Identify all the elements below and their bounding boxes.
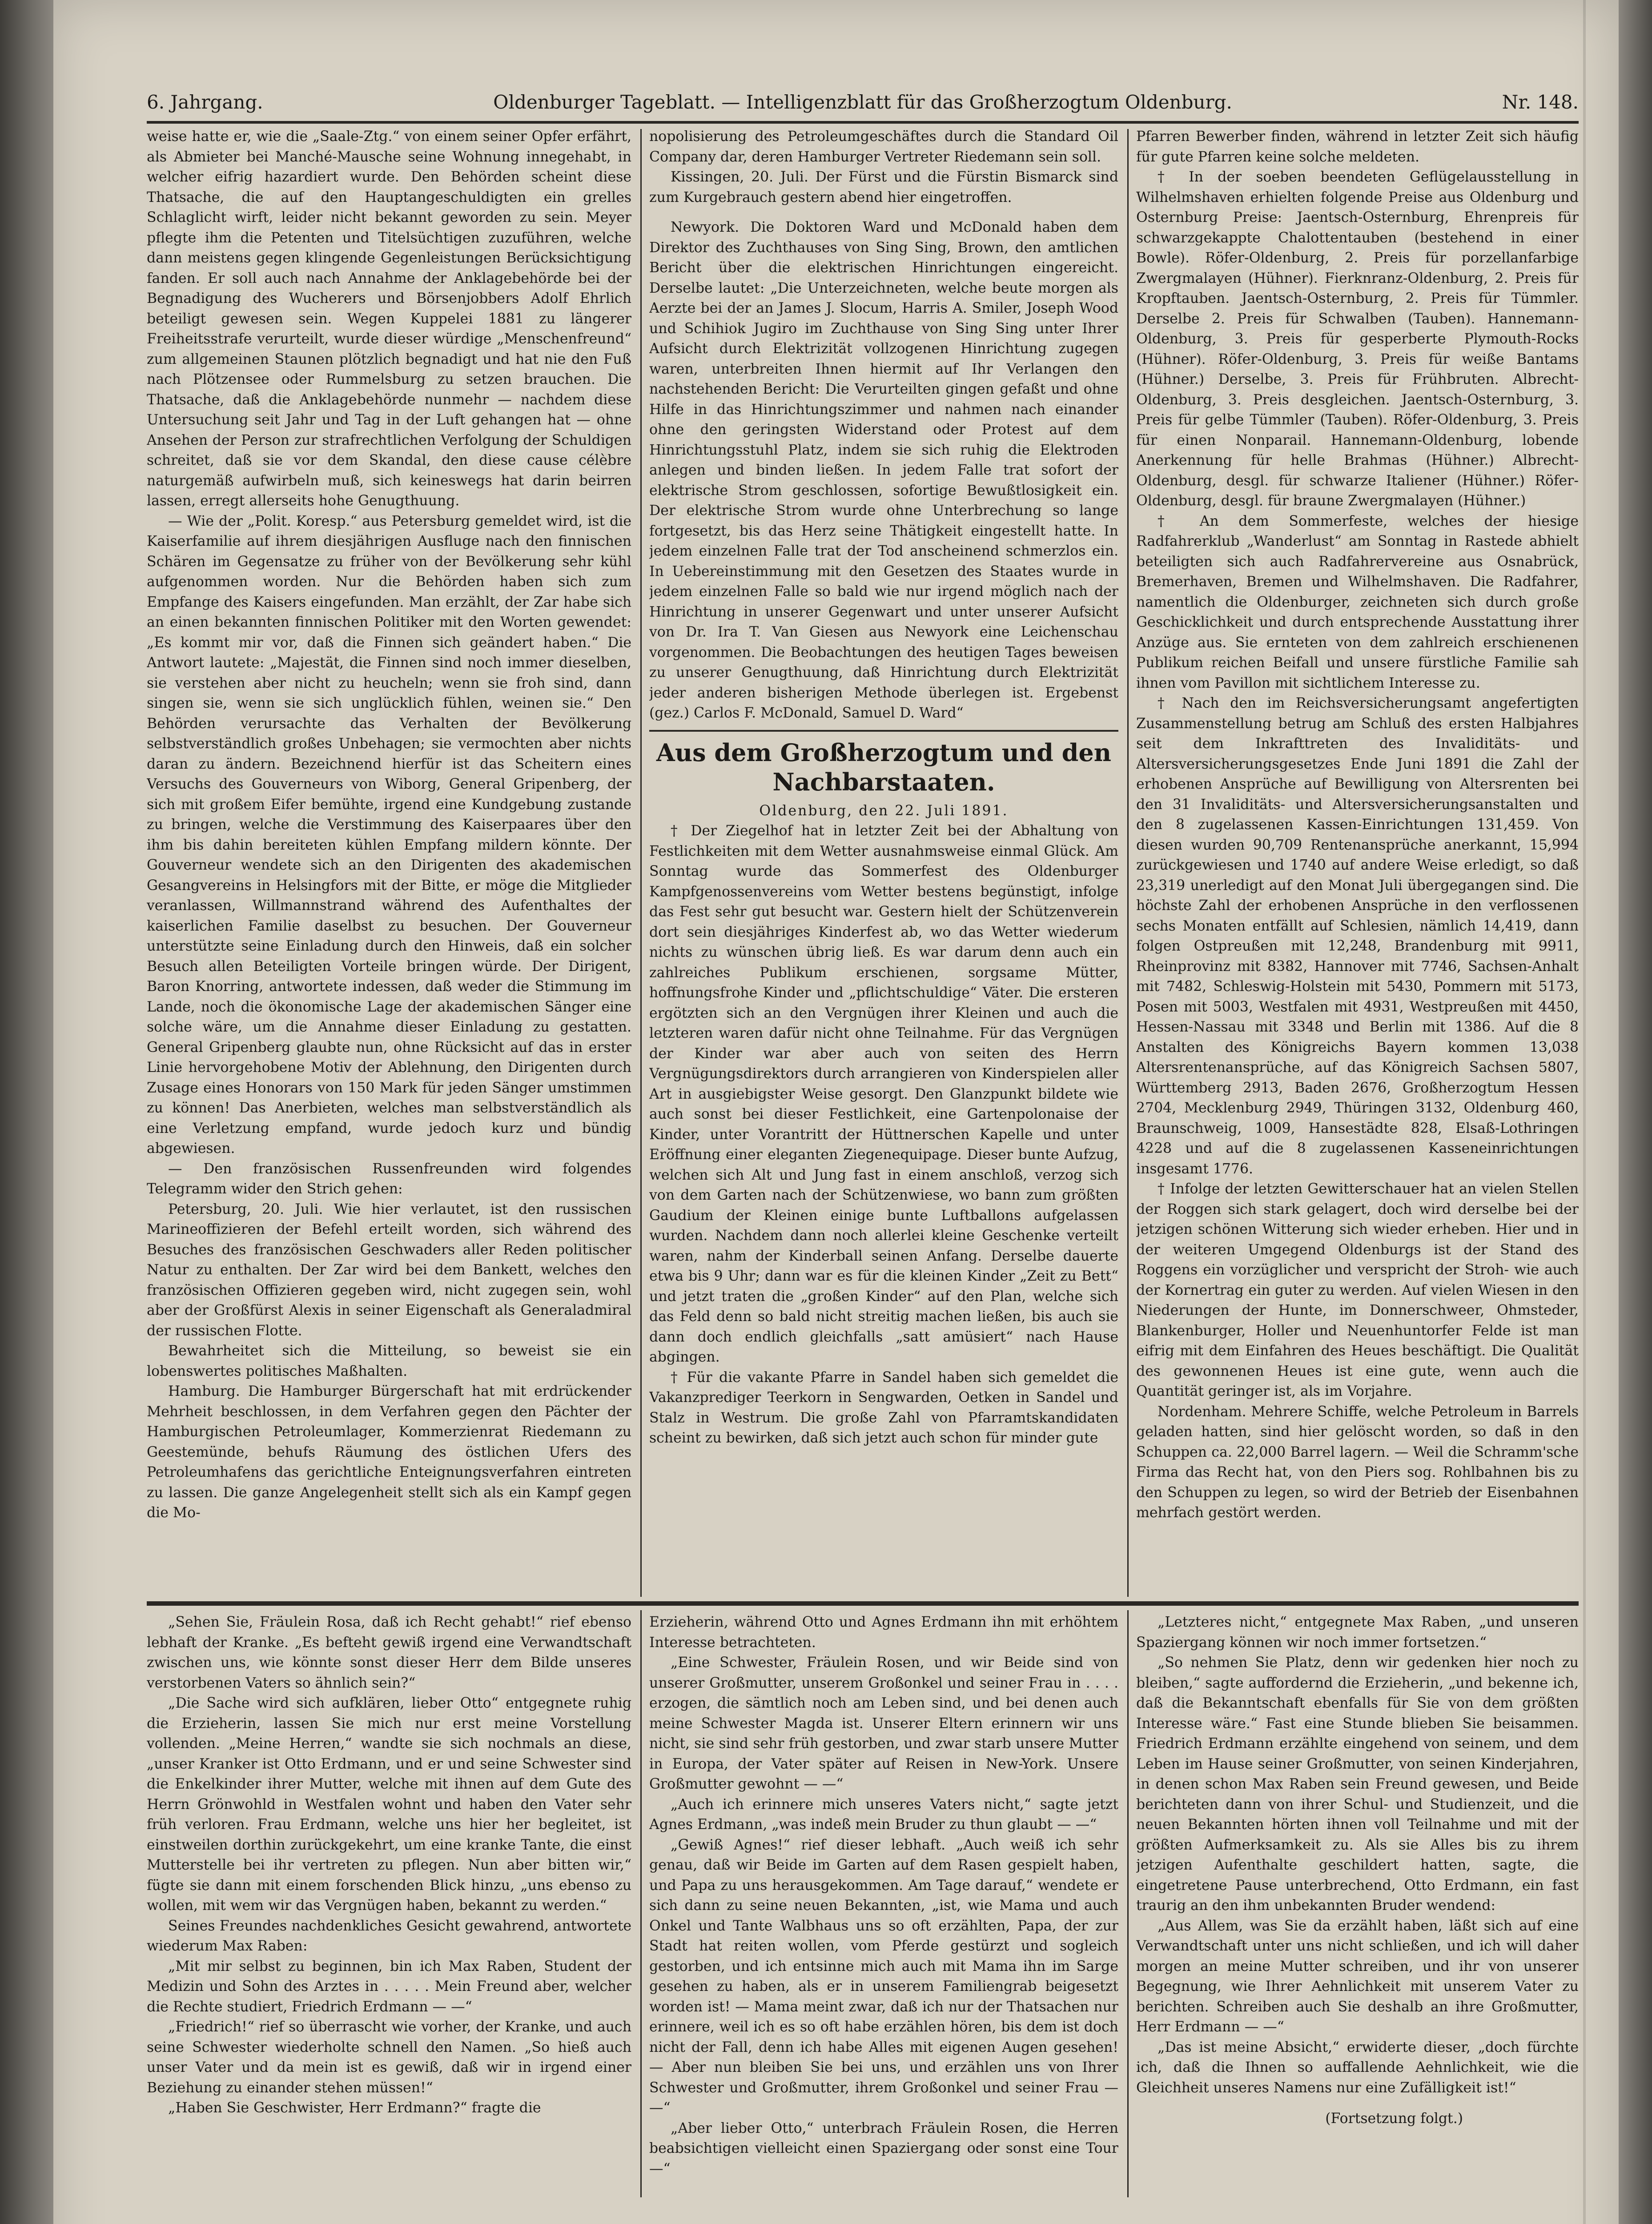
story-paragraph: „Haben Sie Geschwister, Herr Erdmann?“ fragte die [168, 2100, 541, 2116]
newspaper-page [53, 0, 1619, 2224]
feuilleton-column-3 [1136, 1612, 1579, 2197]
story-paragraph: „Gewiß Agnes!“ rief dieser lebhaft. „Auch weiß ich sehr genau, daß wir Beide im Garten auf dem Rasen gespielt haben, und Papa zu uns herausgekommen. Am Tage darauf,“ wendete er sich dann zu seine neuen Bekannten, „ist, wie Mama und auch Onkel und Tante Walbhaus uns so oft erzählten, Papa, der zur Stadt hat reiten wollen, vom Pferde gestürzt und sogleich gestorben, und ich entsinne mich auch mit Mama ihn im Sarge gesehen zu haben, als er in unserem Familiengrab beigesetzt worden ist! — Mama meint zwar, daß ich nur der Thatsachen nur erinnere, weil ich es so oft habe erzählen hören, bis dem ist doch nicht der Fall, denn ich habe Alles mit eigenen Augen gesehen! — Aber nun bleiben Sie bei uns, und erzählen uns von Ihrer Schwester und Großmutter, ihrem Großonkel und seiner Frau — —“ [649, 1837, 1118, 2116]
header-rule [147, 121, 1579, 124]
story-paragraph: „Mit mir selbst zu beginnen, bin ich Max Raben, Student der Medizin und Sohn des Arztes in . . . . . Mein Freund aber, welcher die Rechte studiert, Friedrich Erdmann — —“ [147, 1958, 631, 2015]
column-divider [1127, 129, 1129, 1597]
page-header [147, 85, 1579, 120]
article-paragraph: † Der Ziegelhof hat in letzter Zeit bei der Abhaltung von Festlichkeiten mit dem Wetter ausnahmsweise einmal Glück. Am Sonntag wurde das Sommerfest des Oldenburger Kampfgenossenvereins vom Wetter bestens begünstigt, infolge das Fest sehr gut besucht war. Gestern hielt der Schützenverein dort sein diesjähriges Kinderfest ab, wo das Wetter wiederum nichts zu wünschen übrig ließ. Es war darum denn auch ein zahlreiches Publikum erschienen, sorgsame Mütter, hoffnungsfrohe Kinder und „pflichtschuldige“ Väter. Die ersteren ergötzten sich an den Vergnügen ihrer Kleinen und auch die letzteren waren dafür nicht ohne Teilnahme. Für das Vergnügen der Kinder war aber auch von seiten des Herrn Vergnügungsdirektors durch arrangieren von Kinderspielen aller Art in ausgiebigster Weise gesorgt. Den Glanzpunkt bildete wie auch sonst bei dieser Festlichkeit, eine Gartenpolonaise der Kinder, unter Vorantritt der Hüttnerschen Kapelle und unter Eröffnung einer eleganten Ziegenequipage. Dieser bunte Aufzug, welchen sich Alt und Jung fast in einem anschloß, verzog sich von dem Garten nach der Schützenwiese, wo bann zum größten Gaudium der Kleinen einige bunte Luftballons aufgelassen wurden. Nachdem dann noch allerlei kleine Geschenke verteilt waren, nahm der Kinderball seinen Anfang. Derselbe dauerte etwa bis 9 Uhr; dann war es für die kleinen Kinder „Zeit zu Bett“ und jetzt traten die „großen Kinder“ auf den Plan, welche sich das Feld denn so bald nicht streitig machen ließen, bis auch sie dann doch endlich gleichfalls „satt amüsiert“ nach Hause abgingen. [649, 823, 1118, 1365]
article-paragraph: † In der soeben beendeten Geflügelausstellung in Wilhelmshaven erhielten folgende Preise aus Oldenburg und Osternburg Preise: Jaentsch-Osternburg, Ehrenpreis für schwarzgekappte Chalottentauben (bestehend in einer Bowle). Röfer-Oldenburg, 2. Preis für porzellanfarbige Zwergmalayen (Hühner). Fierknranz-Oldenburg, 2. Preis für Kropftauben. Jaentsch-Osternburg, 2. Preis für Tümmler. Derselbe 2. Preis für Schwalben (Tauben). Hannemann-Oldenburg, 3. Preis für gesperberte Plymouth-Rocks (Hühner). Röfer-Oldenburg, 3. Preis für weiße Bantams (Hühner.) Derselbe, 3. Preis für Frühbruten. Albrecht-Oldenburg, 3. Preis desgleichen. Jaentsch-Osternburg, 3. Preis für gelbe Tümmler (Tauben). Röfer-Oldenburg, 3. Preis für einen Nonparail. Hannemann-Oldenburg, lobende Anerkennung für helle Brahmas (Hühner.) Albrecht-Oldenburg, desgl. für schwarze Italiener (Hühner.) Röfer-Oldenburg, desgl. für braune Zwergmalayen (Hühner.) [1136, 169, 1579, 509]
article-paragraph: Nordenham. Mehrere Schiffe, welche Petroleum in Barrels geladen hatten, sind hier gelöscht worden, so daß in den Schuppen ca. 22,000 Barrel lagern. — Weil die Schramm'sche Firma das Recht hat, von den Piers sog. Rohlbahnen bis zu den Schuppen zu legen, so wird der Betrieb der Eisenbahnen mehrfach gestört werden. [1136, 1403, 1579, 1521]
column-divider [640, 129, 642, 1597]
issue-number: Nr. 148. [1502, 91, 1579, 113]
article-paragraph: Hamburg. Die Hamburger Bürgerschaft hat mit erdrückender Mehrheit beschlossen, in dem Verfahren gegen den Pächter der Hamburgischen Petroleumlager, Kommerzienrat Riedemann zu Geestemünde, behufs Räumung des östlichen Ufers des Petroleumhafens das gerichtliche Enteignungsverfahren eintreten zu lassen. Die ganze Angelegenheit stellt sich als ein Kampf gegen die Mo- [147, 1383, 631, 1521]
column-divider [640, 1610, 642, 2197]
article-column-3 [1136, 127, 1579, 1597]
article-paragraph: — Wie der „Polit. Koresp.“ aus Petersburg gemeldet wird, ist die Kaiserfamilie auf ihrem diesjährigen Ausfluge nach den finnischen Schären im Gegensatze zu früher von der Bevölkerung sehr kühl aufgenommen worden. Nur die Behörden haben sich zum Empfange des Kaisers eingefunden. Man erzählt, der Zar habe sich an einen bekannten finnischen Politiker mit den Worten gewendet: „Es kommt mir vor, daß die Finnen sich geändert haben.“ Die Antwort lautete: „Majestät, die Finnen sind noch immer dieselben, sie verstehen aber nicht zu heucheln; wenn sie froh sind, dann singen sie, wenn sie sich unglücklich fühlen, weinen sie.“ Den Behörden verursachte das Verhalten der Bevölkerung selbstverständlich großes Unbehagen; sie vermochten aber nichts daran zu ändern. Bezeichnend hierfür ist das Scheitern eines Versuchs des Gouverneurs von Wiborg, General Gripenberg, der sich mit großem Eifer bemühte, irgend eine Kundgebung zustande zu bringen, welche die Verstimmung des Kaiserpaares über den ihm bis dahin bereiteten kühlen Empfang mildern könnte. Der Gouverneur wendete sich an den Dirigenten des akademischen Gesangvereins in Helsingfors mit der Bitte, er möge die Mitglieder veranlassen, Willmannstrand während des Aufenthaltes der kaiserlichen Familie daselbst zu besuchen. Der Gouverneur unterstützte seine Einladung durch den Hinweis, daß ein solcher Besuch allen Beteiligten Vorteile bringen würde. Der Dirigent, Baron Knorring, antwortete indessen, daß weder die Stimmung im Lande, noch die ökonomische Lage der akademischen Sänger eine solche wäre, um die Annahme dieser Einladung zu gestatten. General Gripenberg glaubte nun, ohne Rücksicht auf das in erster Linie hervorgehobene Motiv der Ablehnung, den Dirigenten durch Zusage eines Honorars von 150 Mark für jeden Sänger umstimmen zu können! Das Anerbieten, welches man selbstverständlich als eine Verletzung empfand, wurde jedoch kurz und bündig abgewiesen. [147, 513, 631, 1156]
story-paragraph: „Letzteres nicht,“ entgegnete Max Raben, „und unseren Spaziergang können wir noch immer fortsetzen.“ [1136, 1614, 1579, 1651]
article-paragraph: — Den französischen Russenfreunden wird folgendes Telegramm wider den Strich gehen: [147, 1160, 631, 1197]
telegram-paragraph: Petersburg, 20. Juli. Wie hier verlautet, ist den russischen Marineoffizieren der Befehl erteilt worden, sich während des Besuches des französischen Geschwaders aller Reden politischer Natur zu enthalten. Der Zar wird bei dem Bankett, welches den französischen Offizieren gegeben wird, nicht zugegen sein, wohl aber der Großfürst Alexis in seiner Eigenschaft als Generaladmiral der russischen Flotte. [147, 1201, 631, 1339]
scan-left-edge [0, 0, 53, 2224]
continued-note: (Fortsetzung folgt.) [1325, 2111, 1463, 2127]
article-paragraph: Kissingen, 20. Juli. Der Fürst und die Fürstin Bismarck sind zum Kurgebrauch gestern abend hier eingetroffen. [649, 169, 1118, 205]
story-paragraph: „Sehen Sie, Fräulein Rosa, daß ich Recht gehabt!“ rief ebenso lebhaft der Kranke. „Es befteht gewiß irgend eine Verwandtschaft zwischen uns, wie könnte sonst dieser Herr dem Bilde unseres verstorbenen Vaters so ähnlich sein?“ [147, 1614, 631, 1691]
page-fold-shadow [1583, 0, 1586, 2224]
dateline: Oldenburg, den 22. Juli 1891. [759, 802, 1009, 819]
feuilleton-rule [147, 1601, 1579, 1606]
article-column-2 [649, 127, 1118, 1597]
story-paragraph: „Eine Schwester, Fräulein Rosen, und wir Beide sind von unserer Großmutter, unserem Großonkel und seiner Frau in . . . . erzogen, die sämtlich noch am Leben sind, und bei denen auch meine Schwester Magda ist. Unserer Eltern erinnern wir uns nicht, sie sind sehr früh gestorben, und zwar starb unsere Mutter in Europa, der Vater später auf Reisen in New-York. Unsere Großmutter gewohnt — —“ [649, 1655, 1118, 1792]
article-paragraph: † Nach den im Reichsversicherungsamt angefertigten Zusammenstellung betrug am Schluß des ersten Halbjahres seit dem Inkrafttreten des Invaliditäts- und Altersversicherungsgesetzes Ende Juni 1891 die Zahl der erhobenen Ansprüche auf Bewilligung von Altersrenten bei den 31 Invaliditäts- und Altersversicherungsanstalten und den 8 zugelassenen Kassen-Einrichtungen 131,459. Von diesen wurden 90,709 Rentenansprüche anerkannt, 15,994 zurückgewiesen und 1740 auf andere Weise erledigt, so daß 23,319 unerledigt auf den Monat Juli übergegangen sind. Die höchste Zahl der erhobenen Ansprüche in den verflossenen sechs Monaten entfällt auf Schlesien, nämlich 14,419, dann folgen Ostpreußen mit 12,248, Brandenburg mit 9911, Rheinprovinz mit 8382, Hannover mit 7746, Sachsen-Anhalt mit 7482, Schleswig-Holstein mit 5430, Pommern mit 5173, Posen mit 5003, Westfalen mit 4931, Westpreußen mit 4450, Hessen-Nassau mit 3348 und Berlin mit 1386. Auf die 8 Anstalten des Königreichs Bayern kommen 13,038 Altersrentenansprüche, auf das Königreich Sachsen 5807, Württemberg 2913, Baden 2676, Großherzogtum Hessen 2704, Mecklenburg 2949, Thüringen 3132, Oldenburg 460, Braunschweig, 1009, Hansestädte 828, Elsaß-Lothringen 4228 und auf die 8 zugelassenen Kasseneinrichtungen insgesamt 1776. [1136, 695, 1579, 1177]
story-paragraph: Seines Freundes nachdenkliches Gesicht gewahrend, antwortete wiederum Max Raben: [147, 1918, 631, 1954]
article-paragraph: † Für die vakante Pfarre in Sandel haben sich gemeldet die Vakanzprediger Teerkorn in Sengwarden, Oetken in Sandel und Stalz in Westrum. Die große Zahl von Pfarramtskandidaten scheint zu bewirken, daß sich jetzt auch schon für minder gute [649, 1369, 1118, 1446]
story-paragraph: „Aus Allem, was Sie da erzählt haben, läßt sich auf eine Verwandtschaft unter uns nicht schließen, und ich will daher morgen an meine Mutter schreiben, und ihr von unserer Begegnung, wie Ihrer Aehnlichkeit mit unserem Vater zu berichten. Schreiben auch Sie deshalb an ihre Großmutter, Herr Erdmann — —“ [1136, 1918, 1579, 2035]
story-paragraph: „Aber lieber Otto,“ unterbrach Fräulein Rosen, die Herren beabsichtigen vielleicht einen Spaziergang oder sonst eine Tour —“ [649, 2120, 1118, 2177]
story-paragraph: „So nehmen Sie Platz, denn wir gedenken hier noch zu bleiben,“ sagte auffordernd die Erzieherin, „und bekenne ich, daß die Bekanntschaft ebenfalls für Sie von dem größten Interesse wäre.“ Fast eine Stunde blieben Sie beisammen. Friedrich Erdmann erzählte eingehend von seinem, und dem Leben im Hause seiner Großmutter, von seinen Kinderjahren, in denen schon Max Raben sein Freund gewesen, und Beide berichteten dann von ihrer Schul- und Studienzeit, und die neuen Bekannten hörten ihnen voll Teilnahme und mit der größten Aufmerksamkeit zu. Als sie Alles bis zu ihrem jetzigen Aufenthalte geschildert hatten, sagte, die eingetretene Pause unterbrechend, Otto Erdmann, ein fast traurig an den ihm unbekannten Bruder wendend: [1136, 1655, 1579, 1914]
article-paragraph: † Infolge der letzten Gewitterschauer hat an vielen Stellen der Roggen sich stark gelagert, doch wird derselbe bei der jetzigen schönen Witterung sich wieder erheben. Hier und in der weiteren Umgegend Oldenburgs ist der Stand des Roggens ein vorzüglicher und verspricht der Stroh- wie auch der Kornertrag ein guter zu werden. Auf vielen Wiesen in den Niederungen der Hunte, im Donnerschweer, Ohmsteder, Blankenburger, Holler und Neuenhuntorfer Felde ist man eifrig mit dem Einfahren des Heues beschäftigt. Die Qualität des gewonnenen Heues ist eine gute, wenn auch die Quantität geringer ist, als im Vorjahre. [1136, 1181, 1579, 1399]
scan-right-edge [1619, 0, 1652, 2224]
article-paragraph: Pfarren Bewerber finden, während in letzter Zeit sich häufig für gute Pfarren keine solche meldeten. [1136, 129, 1579, 165]
feuilleton-column-1 [147, 1612, 631, 2197]
volume-label: 6. Jahrgang. [147, 91, 263, 113]
article-paragraph: weise hatte er, wie die „Saale-Ztg.“ von einem seiner Opfer erfährt, als Abmieter bei Manché-Mausche seine Wohnung innegehabt, in welcher eifrig hazardiert wurde. Den Behörden scheint diese Thatsache, die auf den Hauptangeschuldigten ein grelles Schlaglicht wirft, leider nicht bekannt geworden zu sein. Meyer pflegte ihm die Petenten und Titelsüchtigen zuzuführen, welche dann meistens gegen klingende Gegenleistungen Berücksichtigung fanden. Er soll auch nach Annahme der Anklagebehörde bei der Begnadigung des Wucherers und Börsenjobbers Adolf Ehrlich beteiligt gewesen sein. Wegen Kuppelei 1881 zu längerer Freiheitsstrafe verurteilt, wurde dieser würdige „Menschenfreund“ zum allgemeinen Staunen plötzlich begnadigt und hat nie den Fuß nach Plötzensee oder Rummelsburg zu setzen brauchen. Die Thatsache, daß die Anklagebehörde nunmehr — nachdem diese Untersuchung seit Jahr und Tag in der Luft gehangen hat — ohne Ansehen der Person zur strafrechtlichen Verfolgung der Schuldigen schreitet, daß sie vor dem Skandal, den diese cause célèbre naturgemäß aufwirbeln muß, sich keineswegs hat darin beirren lassen, erregt allerseits hohe Genugthuung. [147, 129, 631, 509]
newspaper-title: Oldenburger Tageblatt. — Intelligenzblatt für das Großherzogtum Oldenburg. [493, 91, 1232, 113]
story-paragraph: „Das ist meine Absicht,“ erwiderte dieser, „doch fürchte ich, daß die Ihnen so auffallende Aehnlichkeit, wie die Gleichheit unseres Namens nur eine Zufälligkeit ist!“ [1136, 2039, 1579, 2096]
story-paragraph: „Friedrich!“ rief so überrascht wie vorher, der Kranke, und auch seine Schwester wiederholte schnell den Namen. „So hieß auch unser Vater und da mein ist es gewiß, daß wir in irgend einer Beziehung zu einander stehen müssen!“ [147, 2019, 631, 2096]
section-heading: Aus dem Großherzogtum und den Nachbarstaaten. [656, 738, 1112, 796]
story-paragraph: Erzieherin, während Otto und Agnes Erdmann ihn mit erhöhtem Interesse betrachteten. [649, 1614, 1118, 1651]
article-paragraph: Bewahrheitet sich die Mitteilung, so beweist sie ein lobenswertes politisches Maßhalten. [147, 1343, 631, 1379]
section-rule [649, 730, 1118, 732]
story-paragraph: „Die Sache wird sich aufklären, lieber Otto“ entgegnete ruhig die Erzieherin, lassen Sie mich nur erst meine Vorstellung vollenden. „Meine Herren,“ wandte sie sich nochmals an diese, „unser Kranker ist Otto Erdmann, und er und seine Schwester sind die Enkelkinder ihrer Mutter, welche mit ihnen auf dem Gute des Herrn Grönwohld in Westfalen wohnt und haben den Vater sehr früh verloren. Frau Erdmann, welche uns hier her begleitet, ist einstweilen dorthin zurückgekehrt, um eine kranke Tante, die einst Mutterstelle bei ihr vertreten zu pflegen. Nun aber bitten wir,“ fügte sie dann mit einem forschenden Blick hinzu, „uns ebenso zu wollen, mit wem wir das Vergnügen haben, bekannt zu werden.“ [147, 1695, 631, 1914]
column-divider [1127, 1610, 1129, 2197]
story-paragraph: „Auch ich erinnere mich unseres Vaters nicht,“ sagte jetzt Agnes Erdmann, „was indeß mein Bruder zu thun glaubt — —“ [649, 1796, 1118, 1833]
article-paragraph: Newyork. Die Doktoren Ward und McDonald haben dem Direktor des Zuchthauses von Sing Sing, Brown, den amtlichen Bericht über die elektrischen Hinrichtungen eingereicht. Derselbe lautet: „Die Unterzeichneten, welche beute morgen als Aerzte bei der an James J. Slocum, Harris A. Smiler, Joseph Wood und Schihiok Jugiro im Zuchthause von Sing Sing unter Ihrer Aufsicht durch Elektrizität vollzogenen Hinrichtung zugegen waren, unterbreiten Ihnen hiermit auf Ihr Verlangen den nachstehenden Bericht: Die Verurteilten gingen gefaßt und ohne Hilfe in das Hinrichtungszimmer und nahmen nach einander ohne den geringsten Widerstand oder Protest auf dem Hinrichtungsstuhl Platz, indem sie sich ruhig die Elektroden anlegen und binden ließen. In jedem Falle trat sofort der elektrische Strom geschlossen, sofortige Bewußtlosigkeit ein. Der elektrische Strom wurde ohne Unterbrechung so lange fortgesetzt, bis das Herz seine Thätigkeit eingestellt hatte. In jedem einzelnen Falle trat der Tod anscheinend schmerzlos ein. In Uebereinstimmung mit den Gesetzen des Staates wurde in jedem einzelnen Falle so bald wie nur irgend möglich nach der Hinrichtung in unserer Gegenwart und unter unserer Aufsicht von Dr. Ira T. Van Giesen aus Newyork eine Leichenschau vorgenommen. Die Beobachtungen des heutigen Tages beweisen zu unserer Genugthuung, daß Hinrichtung durch Elektrizität jeder anderen bisherigen Methode überlegen ist. Ergebenst (gez.) Carlos F. McDonald, Samuel D. Ward“ [649, 219, 1118, 721]
feuilleton-column-2 [649, 1612, 1118, 2197]
article-column-1 [147, 127, 631, 1597]
article-paragraph: † An dem Sommerfeste, welches der hiesige Radfahrerklub „Wanderlust“ am Sonntag in Rastede abhielt beteiligten sich auch Radfahrervereine aus Osnabrück, Bremerhaven, Bremen und Wilhelmshaven. Die Radfahrer, namentlich die Oldenburger, zeichneten sich durch große Geschicklichkeit und durch entsprechende Ausstattung ihrer Anzüge aus. Sie ernteten von dem zahlreich erschienenen Publikum reichen Beifall und unsere fürstliche Familie sah ihnen vom Pavillon mit sichtlichem Interesse zu. [1136, 513, 1579, 691]
article-paragraph: nopolisierung des Petroleumgeschäftes durch die Standard Oil Company dar, deren Hamburger Vertreter Riedemann sein soll. [649, 129, 1118, 165]
